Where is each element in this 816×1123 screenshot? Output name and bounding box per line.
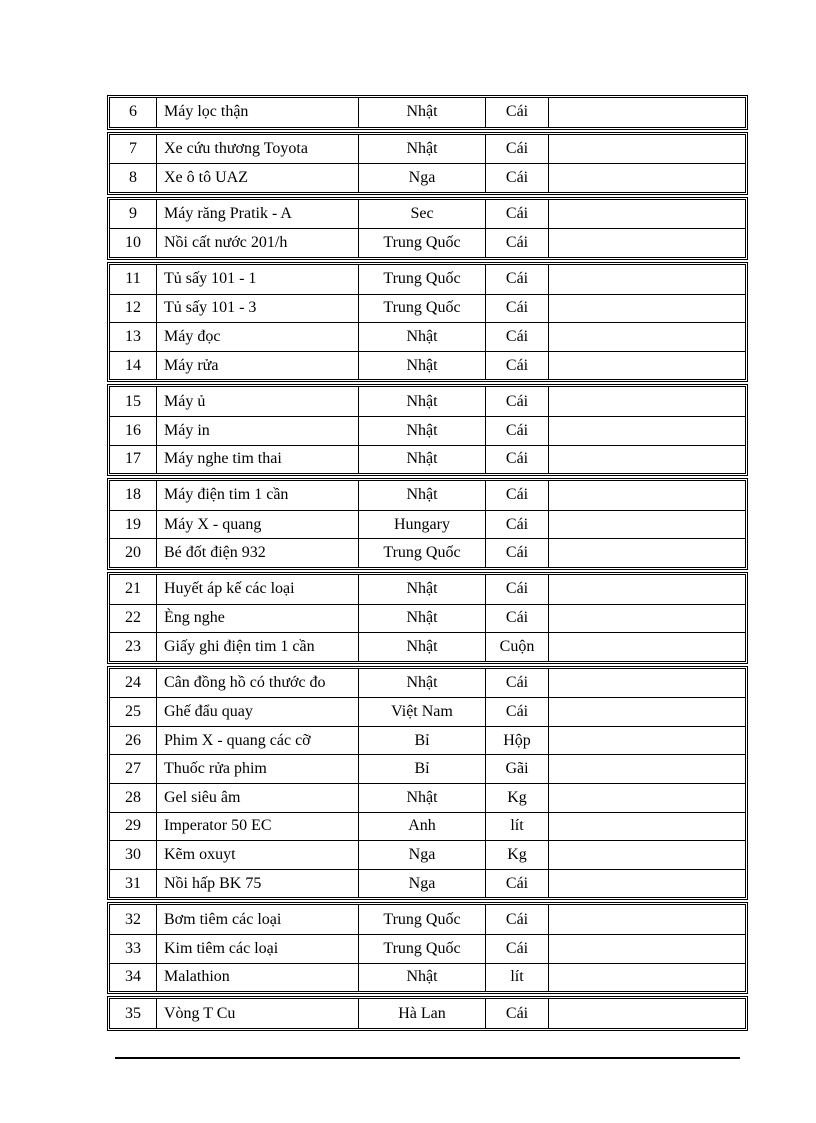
origin-cell: Anh	[359, 813, 486, 841]
item-name-cell: Èng nghe	[157, 605, 359, 633]
item-name-cell: Máy in	[157, 417, 359, 445]
table-row	[110, 228, 745, 257]
item-name-cell: Máy đọc	[157, 323, 359, 351]
table-group	[107, 996, 748, 1031]
item-name-cell: Máy X - quang	[157, 511, 359, 539]
note-cell	[549, 135, 745, 164]
unit-cell: Cái	[486, 575, 549, 604]
note-cell	[549, 323, 745, 351]
origin-cell: Nhật	[359, 323, 486, 351]
table-row	[110, 510, 745, 539]
table-row	[110, 812, 745, 841]
table-row	[110, 481, 745, 510]
item-name-cell: Malathion	[157, 964, 359, 992]
table-row	[110, 294, 745, 323]
item-number-cell: 31	[110, 870, 157, 898]
origin-cell: Trung Quốc	[359, 265, 486, 294]
item-number-cell: 13	[110, 323, 157, 351]
table-group	[107, 197, 748, 260]
origin-cell: Trung Quốc	[359, 905, 486, 934]
item-name-cell: Xe cứu thương Toyota	[157, 135, 359, 164]
item-number-cell: 20	[110, 539, 157, 567]
unit-cell: Cái	[486, 135, 549, 164]
origin-cell: Nga	[359, 870, 486, 898]
note-cell	[549, 352, 745, 380]
note-cell	[549, 784, 745, 812]
note-cell	[549, 633, 745, 661]
unit-cell: Cái	[486, 387, 549, 416]
item-number-cell: 7	[110, 135, 157, 164]
origin-cell: Nhật	[359, 446, 486, 474]
unit-cell: Gãi	[486, 755, 549, 783]
origin-cell: Nga	[359, 164, 486, 192]
table-row	[110, 351, 745, 380]
item-number-cell: 24	[110, 669, 157, 698]
note-cell	[549, 200, 745, 229]
item-number-cell: 18	[110, 481, 157, 510]
table-group	[107, 384, 748, 476]
item-name-cell: Cân đồng hồ có thước đo	[157, 669, 359, 698]
item-name-cell: Kẽm oxuyt	[157, 841, 359, 869]
origin-cell: Sec	[359, 200, 486, 229]
item-name-cell: Bơm tiêm các loại	[157, 905, 359, 934]
table-group	[107, 132, 748, 195]
origin-cell: Nhật	[359, 964, 486, 992]
table-row	[110, 999, 745, 1028]
item-number-cell: 34	[110, 964, 157, 992]
origin-cell: Nhật	[359, 481, 486, 510]
note-cell	[549, 229, 745, 257]
item-name-cell: Tủ sấy 101 - 3	[157, 295, 359, 323]
item-number-cell: 32	[110, 905, 157, 934]
note-cell	[549, 265, 745, 294]
origin-cell: Nhật	[359, 633, 486, 661]
item-number-cell: 28	[110, 784, 157, 812]
table-row	[110, 604, 745, 633]
item-number-cell: 6	[110, 98, 157, 127]
unit-cell: Cái	[486, 539, 549, 567]
item-number-cell: 17	[110, 446, 157, 474]
note-cell	[549, 295, 745, 323]
table-row	[110, 200, 745, 229]
note-cell	[549, 446, 745, 474]
item-name-cell: Máy lọc thận	[157, 98, 359, 127]
table-row	[110, 754, 745, 783]
origin-cell: Hà Lan	[359, 999, 486, 1028]
note-cell	[549, 964, 745, 992]
item-name-cell: Gel siêu âm	[157, 784, 359, 812]
note-cell	[549, 605, 745, 633]
note-cell	[549, 669, 745, 698]
unit-cell: Cái	[486, 481, 549, 510]
equipment-table	[107, 95, 748, 1033]
unit-cell: Cái	[486, 164, 549, 192]
item-name-cell: Imperator 50 EC	[157, 813, 359, 841]
note-cell	[549, 841, 745, 869]
table-row	[110, 416, 745, 445]
unit-cell: Kg	[486, 784, 549, 812]
note-cell	[549, 575, 745, 604]
item-name-cell: Xe ô tô UAZ	[157, 164, 359, 192]
item-name-cell: Máy rửa	[157, 352, 359, 380]
table-group	[107, 95, 748, 130]
origin-cell: Nhật	[359, 784, 486, 812]
note-cell	[549, 727, 745, 755]
footer-rule	[115, 1057, 740, 1059]
item-number-cell: 23	[110, 633, 157, 661]
origin-cell: Nhật	[359, 605, 486, 633]
item-name-cell: Tủ sấy 101 - 1	[157, 265, 359, 294]
table-row	[110, 163, 745, 192]
note-cell	[549, 905, 745, 934]
table-row	[110, 98, 745, 127]
item-number-cell: 14	[110, 352, 157, 380]
origin-cell: Nhật	[359, 575, 486, 604]
unit-cell: Cái	[486, 698, 549, 726]
table-row	[110, 783, 745, 812]
origin-cell: Hungary	[359, 511, 486, 539]
unit-cell: Cái	[486, 935, 549, 963]
note-cell	[549, 164, 745, 192]
item-name-cell: Máy răng Pratik - A	[157, 200, 359, 229]
table-row	[110, 632, 745, 661]
item-number-cell: 11	[110, 265, 157, 294]
item-number-cell: 10	[110, 229, 157, 257]
item-name-cell: Máy nghe tim thai	[157, 446, 359, 474]
item-number-cell: 27	[110, 755, 157, 783]
table-group	[107, 572, 748, 664]
table-row	[110, 669, 745, 698]
note-cell	[549, 870, 745, 898]
note-cell	[549, 98, 745, 127]
table-row	[110, 135, 745, 164]
item-number-cell: 33	[110, 935, 157, 963]
item-number-cell: 15	[110, 387, 157, 416]
item-number-cell: 35	[110, 999, 157, 1028]
origin-cell: Nhật	[359, 135, 486, 164]
item-name-cell: Ghế đẩu quay	[157, 698, 359, 726]
unit-cell: Cái	[486, 605, 549, 633]
item-number-cell: 16	[110, 417, 157, 445]
item-number-cell: 25	[110, 698, 157, 726]
origin-cell: Nhật	[359, 98, 486, 127]
table-row	[110, 575, 745, 604]
table-row	[110, 445, 745, 474]
unit-cell: lít	[486, 964, 549, 992]
origin-cell: Bỉ	[359, 727, 486, 755]
item-name-cell: Nồi hấp BK 75	[157, 870, 359, 898]
origin-cell: Trung Quốc	[359, 935, 486, 963]
item-number-cell: 21	[110, 575, 157, 604]
unit-cell: Cuộn	[486, 633, 549, 661]
table-row	[110, 934, 745, 963]
item-name-cell: Bé đốt điện 932	[157, 539, 359, 567]
origin-cell: Trung Quốc	[359, 295, 486, 323]
note-cell	[549, 511, 745, 539]
origin-cell: Trung Quốc	[359, 539, 486, 567]
item-name-cell: Thuốc rửa phim	[157, 755, 359, 783]
note-cell	[549, 539, 745, 567]
item-number-cell: 19	[110, 511, 157, 539]
item-number-cell: 29	[110, 813, 157, 841]
origin-cell: Nhật	[359, 417, 486, 445]
unit-cell: Cái	[486, 98, 549, 127]
unit-cell: Cái	[486, 323, 549, 351]
item-name-cell: Máy ủ	[157, 387, 359, 416]
table-row	[110, 905, 745, 934]
note-cell	[549, 755, 745, 783]
table-row	[110, 697, 745, 726]
origin-cell: Nga	[359, 841, 486, 869]
unit-cell: Cái	[486, 446, 549, 474]
table-row	[110, 726, 745, 755]
origin-cell: Nhật	[359, 387, 486, 416]
table-row	[110, 869, 745, 898]
origin-cell: Trung Quốc	[359, 229, 486, 257]
note-cell	[549, 417, 745, 445]
unit-cell: Cái	[486, 229, 549, 257]
origin-cell: Việt Nam	[359, 698, 486, 726]
item-name-cell: Huyết áp kế các loại	[157, 575, 359, 604]
table-row	[110, 265, 745, 294]
note-cell	[549, 999, 745, 1028]
origin-cell: Nhật	[359, 669, 486, 698]
unit-cell: Cái	[486, 265, 549, 294]
table-row	[110, 963, 745, 992]
unit-cell: Hộp	[486, 727, 549, 755]
item-name-cell: Nồi cất nước 201/h	[157, 229, 359, 257]
item-name-cell: Kim tiêm các loại	[157, 935, 359, 963]
unit-cell: Cái	[486, 669, 549, 698]
table-row	[110, 322, 745, 351]
item-name-cell: Phim X - quang các cỡ	[157, 727, 359, 755]
table-group	[107, 902, 748, 994]
item-number-cell: 8	[110, 164, 157, 192]
unit-cell: Cái	[486, 352, 549, 380]
unit-cell: Cái	[486, 999, 549, 1028]
unit-cell: Kg	[486, 841, 549, 869]
unit-cell: Cái	[486, 417, 549, 445]
item-number-cell: 30	[110, 841, 157, 869]
note-cell	[549, 481, 745, 510]
unit-cell: Cái	[486, 870, 549, 898]
item-number-cell: 9	[110, 200, 157, 229]
item-name-cell: Vòng T Cu	[157, 999, 359, 1028]
note-cell	[549, 698, 745, 726]
item-number-cell: 26	[110, 727, 157, 755]
note-cell	[549, 813, 745, 841]
table-group	[107, 262, 748, 382]
table-group	[107, 478, 748, 570]
table-row	[110, 840, 745, 869]
item-number-cell: 22	[110, 605, 157, 633]
item-name-cell: Giấy ghi điện tim 1 cần	[157, 633, 359, 661]
table-row	[110, 387, 745, 416]
item-number-cell: 12	[110, 295, 157, 323]
unit-cell: Cái	[486, 295, 549, 323]
origin-cell: Nhật	[359, 352, 486, 380]
unit-cell: Cái	[486, 200, 549, 229]
note-cell	[549, 387, 745, 416]
table-group	[107, 666, 748, 901]
item-name-cell: Máy điện tim 1 cần	[157, 481, 359, 510]
unit-cell: lít	[486, 813, 549, 841]
table-row	[110, 538, 745, 567]
origin-cell: Bỉ	[359, 755, 486, 783]
note-cell	[549, 935, 745, 963]
unit-cell: Cái	[486, 905, 549, 934]
unit-cell: Cái	[486, 511, 549, 539]
